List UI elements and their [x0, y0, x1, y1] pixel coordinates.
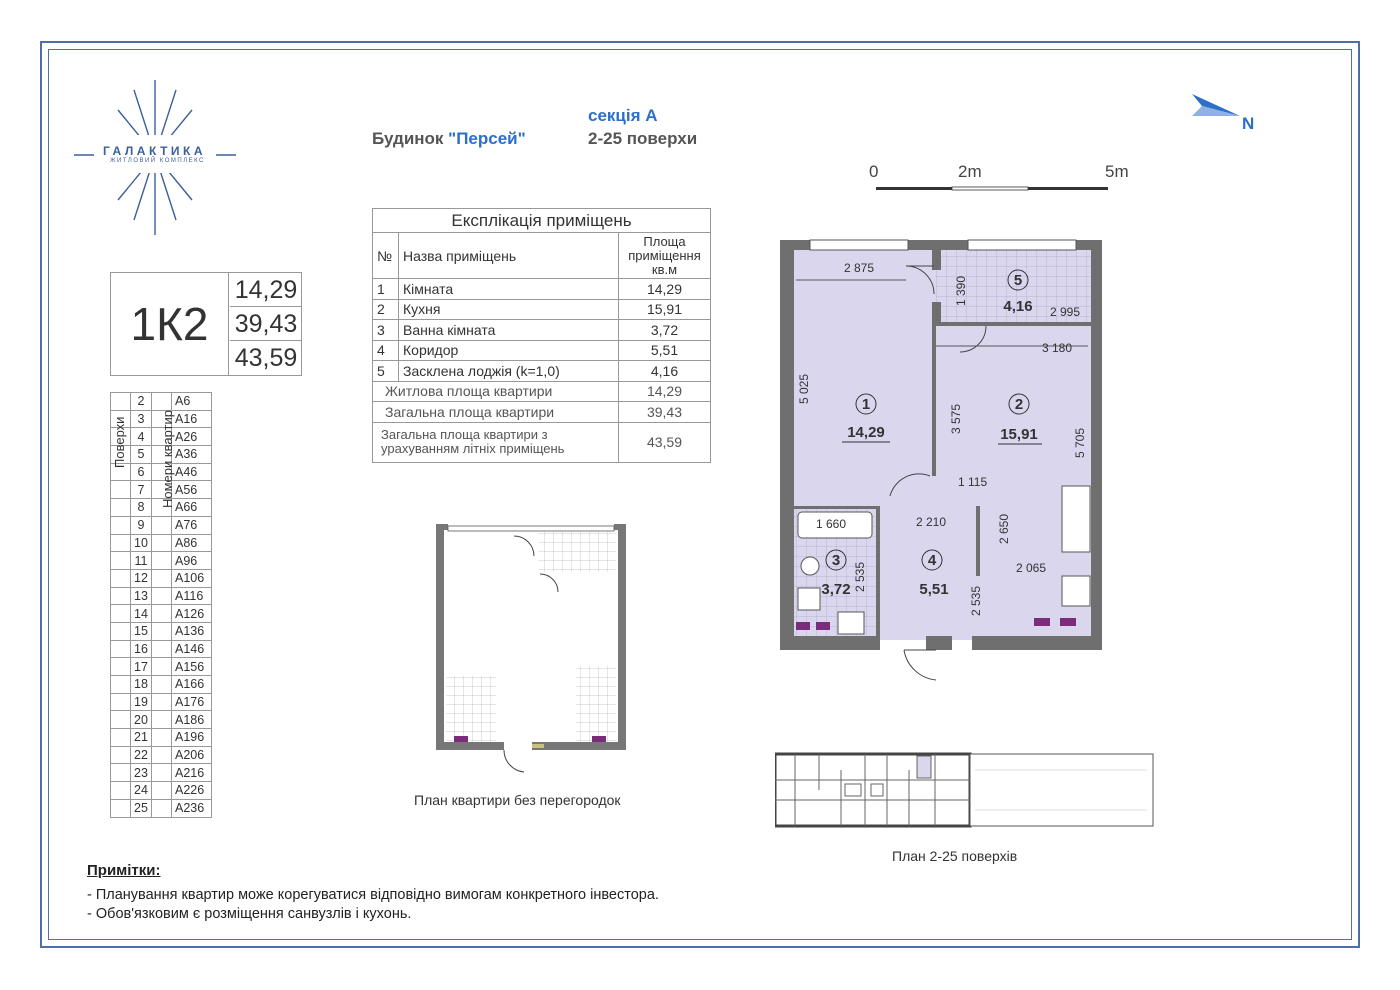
apartment-code: 1К2: [111, 273, 229, 375]
scale-bar: [868, 184, 1128, 194]
floor-label-cell: [111, 658, 131, 676]
room-1-area: 14,29: [847, 424, 885, 441]
total-area-summer: 43,59: [234, 344, 298, 372]
floor-row: [111, 534, 212, 552]
dim-2210: 2 210: [916, 515, 947, 529]
floor-label-cell: [111, 569, 131, 587]
dim-1660: 1 660: [816, 517, 847, 531]
floor-row: [111, 746, 212, 764]
room-5-number: 5: [1013, 272, 1023, 289]
floor-label-cell: [111, 782, 131, 800]
house-name: "Персей": [448, 129, 526, 148]
room-row: [373, 361, 711, 382]
apartment-number: А216: [172, 764, 212, 782]
floor-label-cell: [111, 729, 131, 747]
apartments-header: Номери квартир: [160, 410, 175, 508]
apartment-number: А6: [172, 393, 212, 411]
apt-label-cell: [152, 746, 172, 764]
caption-floor-plan: План 2-25 поверхів: [892, 848, 1018, 864]
scale-label-2m: 2m: [958, 162, 982, 181]
explication-table: [372, 208, 711, 463]
room-name: Ванна кімната: [399, 320, 619, 341]
room-name: Коридор: [399, 340, 619, 361]
floor-number: 23: [131, 764, 152, 782]
apartment-number: А186: [172, 711, 212, 729]
floor-number: 17: [131, 658, 152, 676]
room-row: [373, 340, 711, 361]
apartment-number: А56: [172, 481, 212, 499]
apartment-number: А126: [172, 605, 212, 623]
floor-label-cell: [111, 605, 131, 623]
floor-row: [111, 552, 212, 570]
floor-number: 2: [131, 393, 152, 411]
north-arrow-icon: [1192, 94, 1244, 124]
apartment-number: А66: [172, 499, 212, 517]
floor-label-cell: [111, 711, 131, 729]
dim-2650: 2 650: [997, 513, 1011, 544]
total-area-value: 39,43: [619, 402, 711, 423]
col-no-header: №: [373, 233, 399, 279]
dim-1115: 1 115: [958, 475, 988, 489]
apt-label-cell: [152, 782, 172, 800]
room-name: Кухня: [399, 299, 619, 320]
floor-row: [111, 587, 212, 605]
floor-row: [111, 622, 212, 640]
apt-label-cell: [152, 711, 172, 729]
room-3-area: 3,72: [821, 581, 851, 598]
dim-2065: 2 065: [1016, 561, 1047, 575]
floor-label-cell: [111, 746, 131, 764]
floor-row: [111, 658, 212, 676]
floor-row: [111, 782, 212, 800]
apt-label-cell: [152, 534, 172, 552]
apartment-number: А96: [172, 552, 212, 570]
apt-label-cell: [152, 552, 172, 570]
floor-label-cell: [111, 552, 131, 570]
floor-row: [111, 516, 212, 534]
apt-label-cell: [152, 729, 172, 747]
floor-number: 8: [131, 499, 152, 517]
total-living-label: Житлова площа квартири: [373, 381, 619, 402]
floor-label-cell: [111, 693, 131, 711]
apartment-number: А26: [172, 428, 212, 446]
floor-label-cell: [111, 534, 131, 552]
room-area: 15,91: [619, 299, 711, 320]
total-living-value: 14,29: [619, 381, 711, 402]
floor-row: [111, 605, 212, 623]
apartment-number: А196: [172, 729, 212, 747]
apt-label-cell: [152, 622, 172, 640]
room-area: 5,51: [619, 340, 711, 361]
floor-label-cell: [111, 640, 131, 658]
notes-title: Примітки:: [87, 862, 161, 879]
total-summer-label: Загальна площа квартири з урахуванням літніх приміщень: [373, 422, 619, 462]
room-1-number: 1: [861, 396, 871, 413]
floor-number: 25: [131, 799, 152, 817]
room-area: 14,29: [619, 279, 711, 300]
apartment-number: А236: [172, 799, 212, 817]
floor-label-cell: [111, 393, 131, 411]
floor-number: 22: [131, 746, 152, 764]
apartment-number: А106: [172, 569, 212, 587]
floor-number: 19: [131, 693, 152, 711]
room-2-number: 2: [1014, 396, 1024, 413]
plan-without-partitions: [436, 524, 626, 774]
floor-number: 13: [131, 587, 152, 605]
floor-row: [111, 711, 212, 729]
floor-number: 6: [131, 463, 152, 481]
caption-no-partitions: План квартири без перегородок: [414, 792, 621, 808]
room-name: Засклена лоджія (k=1,0): [399, 361, 619, 382]
floor-label-cell: [111, 676, 131, 694]
floor-number: 24: [131, 782, 152, 800]
apartment-number: А76: [172, 516, 212, 534]
room-no: 1: [373, 279, 399, 300]
house-prefix: Будинок: [372, 129, 449, 148]
floor-label-cell: [111, 587, 131, 605]
apartment-number: А36: [172, 446, 212, 464]
total-area-label: Загальна площа квартири: [373, 402, 619, 423]
scale-label-5m: 5m: [1105, 162, 1129, 181]
total-area: 39,43: [230, 307, 302, 341]
logo-name: ГАЛАКТИКА: [103, 144, 207, 158]
floor-label-cell: [111, 622, 131, 640]
apt-label-cell: [152, 693, 172, 711]
living-area: 14,29: [230, 273, 302, 307]
apartment-number: А16: [172, 410, 212, 428]
apartment-floor-plan: [776, 236, 1111, 686]
apartment-number: А136: [172, 622, 212, 640]
room-name: Кімната: [399, 279, 619, 300]
floors-label: 2-25 поверхи: [588, 129, 698, 148]
floor-row: [111, 764, 212, 782]
room-no: 3: [373, 320, 399, 341]
dim-3180: 3 180: [1042, 341, 1073, 355]
logo-subtitle: ЖИТЛОВИЙ КОМПЛЕКС: [110, 158, 205, 164]
floor-number: 15: [131, 622, 152, 640]
apartment-number: А86: [172, 534, 212, 552]
room-row: [373, 299, 711, 320]
floor-label-cell: [111, 516, 131, 534]
room-area: 4,16: [619, 361, 711, 382]
dim-2535-bath: 2 535: [853, 561, 867, 592]
apt-label-cell: [152, 605, 172, 623]
section-label: секція А: [588, 106, 658, 125]
floor-row: [111, 729, 212, 747]
floor-number: 3: [131, 410, 152, 428]
dim-2535-corridor: 2 535: [969, 585, 983, 616]
room-no: 2: [373, 299, 399, 320]
north-label: N: [1242, 114, 1255, 133]
room-4-area: 5,51: [919, 581, 949, 598]
apt-label-cell: [152, 658, 172, 676]
col-area-header: Площа приміщення кв.м: [619, 233, 711, 279]
floor-row: [111, 693, 212, 711]
room-row: [373, 279, 711, 300]
apartment-number: А46: [172, 463, 212, 481]
floor-row: [111, 676, 212, 694]
apartment-summary: [110, 272, 302, 376]
apt-label-cell: [152, 569, 172, 587]
floor-row: [111, 393, 212, 411]
apartment-number: А156: [172, 658, 212, 676]
floor-number: 11: [131, 552, 152, 570]
room-no: 5: [373, 361, 399, 382]
floor-row: [111, 569, 212, 587]
dim-2995: 2 995: [1050, 305, 1081, 319]
apt-label-cell: [152, 393, 172, 411]
floors-header: Поверхи: [112, 416, 127, 468]
floor-number: 16: [131, 640, 152, 658]
apt-label-cell: [152, 676, 172, 694]
floor-number: 21: [131, 729, 152, 747]
dim-2875: 2 875: [844, 261, 875, 275]
apt-label-cell: [152, 640, 172, 658]
floor-number: 12: [131, 569, 152, 587]
room-2-area: 15,91: [1000, 426, 1038, 443]
room-4-number: 4: [927, 552, 937, 569]
apartment-number: А206: [172, 746, 212, 764]
apartment-number: А116: [172, 587, 212, 605]
apt-label-cell: [152, 587, 172, 605]
apartment-number: А146: [172, 640, 212, 658]
floor-number: 5: [131, 446, 152, 464]
scale-label-0: 0: [869, 162, 879, 181]
floor-number: 14: [131, 605, 152, 623]
apartment-number: А176: [172, 693, 212, 711]
col-name-header: Назва приміщень: [399, 233, 619, 279]
note-1: - Планування квартир може корегуватися відповідно вимогам конкретного інвестора.: [87, 887, 659, 903]
apartment-number: А226: [172, 782, 212, 800]
apt-label-cell: [152, 799, 172, 817]
floor-number: 18: [131, 676, 152, 694]
dim-5705: 5 705: [1073, 427, 1087, 458]
floor-label-cell: [111, 499, 131, 517]
apt-label-cell: [152, 516, 172, 534]
total-summer-value: 43,59: [619, 422, 711, 462]
floor-label-cell: [111, 799, 131, 817]
floor-row: [111, 799, 212, 817]
room-3-number: 3: [831, 552, 841, 569]
room-row: [373, 320, 711, 341]
floor-number: 7: [131, 481, 152, 499]
floor-number: 10: [131, 534, 152, 552]
dim-3575: 3 575: [949, 403, 963, 434]
dim-1390: 1 390: [954, 275, 968, 306]
floor-label-cell: [111, 764, 131, 782]
house-title: [372, 129, 526, 149]
note-2: - Обов'язковим є розміщення санвузлів і кухонь.: [87, 906, 412, 922]
floor-number: 9: [131, 516, 152, 534]
floor-number: 4: [131, 428, 152, 446]
room-5-area: 4,16: [1003, 298, 1033, 315]
floor-label-cell: [111, 481, 131, 499]
typical-floor-plan: [775, 750, 1157, 830]
apartment-number: А166: [172, 676, 212, 694]
room-area: 3,72: [619, 320, 711, 341]
explication-title: Експлікація приміщень: [373, 209, 711, 233]
dim-5025: 5 025: [797, 373, 811, 404]
room-no: 4: [373, 340, 399, 361]
apt-label-cell: [152, 764, 172, 782]
floor-number: 20: [131, 711, 152, 729]
floor-row: [111, 640, 212, 658]
